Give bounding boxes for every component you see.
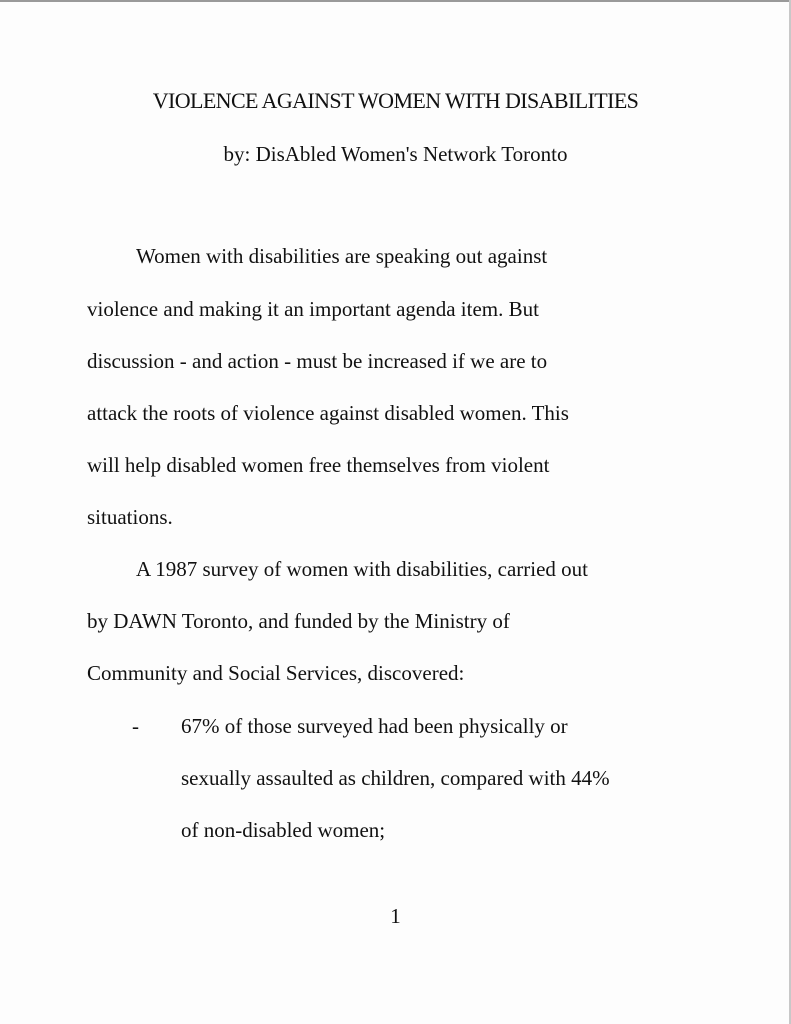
page-top-edge (0, 0, 791, 2)
page-number: 1 (390, 904, 401, 928)
document-title: VIOLENCE AGAINST WOMEN WITH DISABILITIES (152, 88, 639, 113)
paragraph1-line: attack the roots of violence against disabled women. This (87, 401, 569, 425)
paragraph1-line: discussion - and action - must be increased if we are to (87, 349, 548, 373)
paragraph2-line: Community and Social Services, discovered: (87, 661, 465, 685)
bullet-line: sexually assaulted as children, compared with 44% (181, 766, 610, 790)
paragraph2-line: by DAWN Toronto, and funded by the Ministry of (87, 609, 510, 633)
bullet-marker: - (132, 714, 139, 738)
paragraph2-line: A 1987 survey of women with disabilities, carried out (136, 557, 589, 581)
bullet-line: 67% of those surveyed had been physically or (181, 714, 568, 738)
paragraph1-line: will help disabled women free themselves from violent (87, 453, 550, 477)
document-byline: by: DisAbled Women's Network Toronto (223, 142, 568, 166)
paragraph1-line: situations. (87, 505, 173, 529)
bullet-line: of non-disabled women; (181, 818, 386, 842)
paragraph1-line: violence and making it an important agenda item. But (87, 297, 539, 321)
paragraph1-line: Women with disabilities are speaking out against (136, 244, 548, 268)
